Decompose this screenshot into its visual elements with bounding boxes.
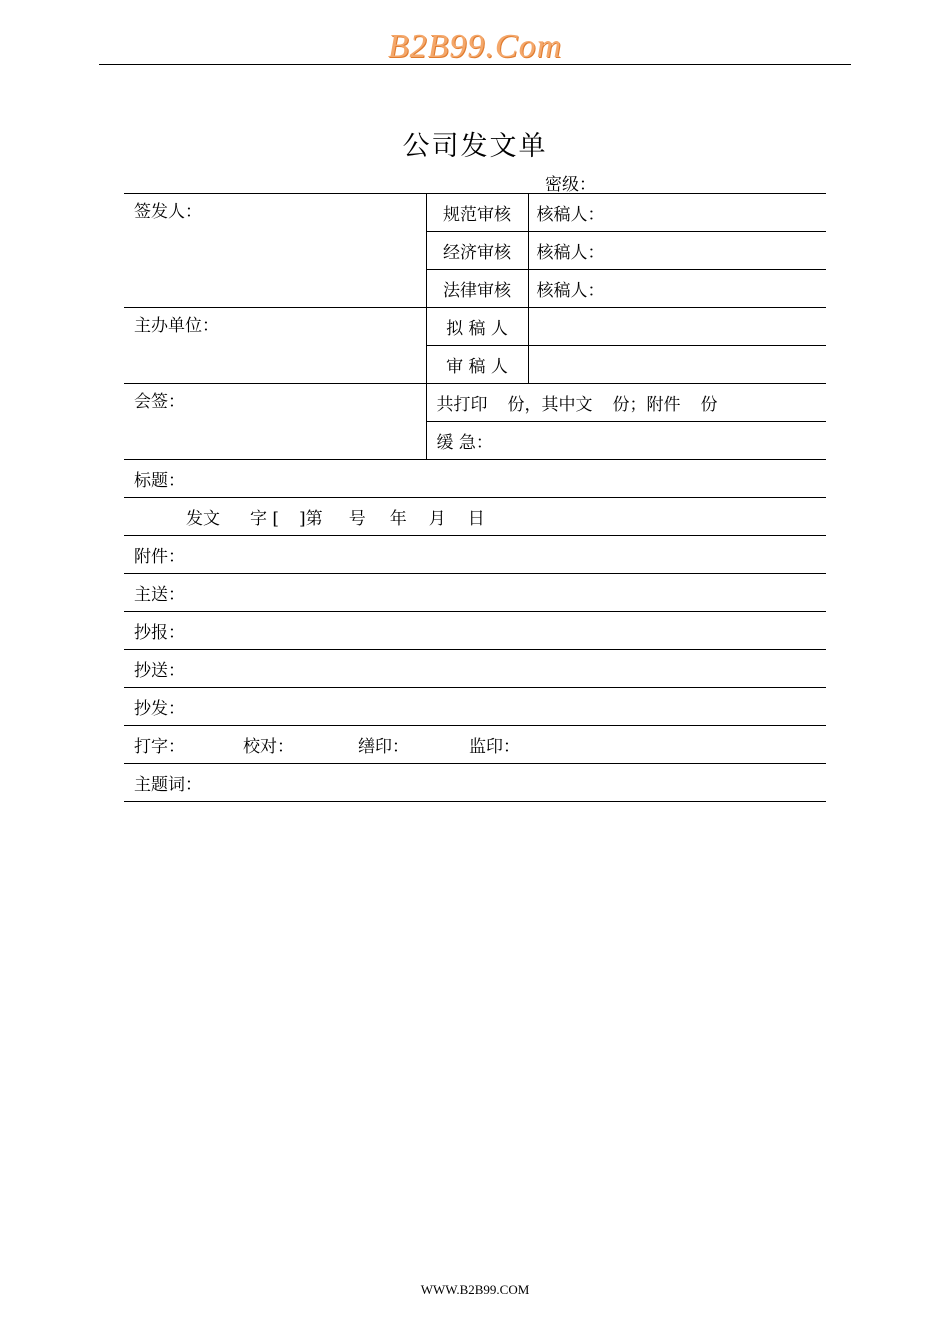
signer-cell[interactable] bbox=[124, 194, 426, 308]
reviewer-field-legal[interactable] bbox=[528, 270, 826, 308]
doc-number-fawen: 发文 bbox=[186, 509, 220, 529]
reviewer-label: 核稿人： bbox=[536, 281, 605, 301]
signer-label: 签发人： bbox=[134, 202, 202, 222]
reviewer-label: 核稿人： bbox=[536, 243, 605, 263]
print-copies-label: 份，其中文 bbox=[507, 395, 593, 415]
reviewer-field-economic[interactable] bbox=[528, 232, 826, 270]
table-row bbox=[124, 308, 826, 346]
subject-label: 标题： bbox=[134, 471, 185, 491]
checker-label: 审 稿 人 bbox=[426, 346, 528, 384]
host-unit-label: 主办单位： bbox=[134, 316, 219, 336]
print-label: 缮印： bbox=[358, 737, 409, 757]
copy-to-label: 抄送： bbox=[134, 661, 185, 681]
countersign-label: 会签： bbox=[134, 392, 185, 412]
reviewer-field-standard[interactable] bbox=[528, 194, 826, 232]
review-label-legal: 法律审核 bbox=[426, 270, 528, 308]
table-row bbox=[124, 764, 826, 802]
checker-field[interactable] bbox=[528, 346, 826, 384]
supervise-label: 监印： bbox=[469, 737, 520, 757]
reviewer-label: 核稿人： bbox=[536, 205, 605, 225]
table-row bbox=[124, 384, 826, 422]
review-label-economic: 经济审核 bbox=[426, 232, 528, 270]
keywords-label: 主题词： bbox=[134, 775, 202, 795]
print-total-label: 共打印 bbox=[436, 395, 488, 415]
table-row bbox=[124, 612, 826, 650]
doc-date-year: 年 bbox=[389, 509, 407, 529]
distribute-label: 抄发： bbox=[134, 699, 185, 719]
site-logo: B2B99.Com bbox=[387, 28, 563, 65]
proofread-label: 校对： bbox=[243, 737, 294, 757]
keywords-field[interactable] bbox=[124, 764, 826, 802]
main-to-field[interactable] bbox=[124, 574, 826, 612]
table-row bbox=[124, 574, 826, 612]
print-attachment-label: 份；附件 bbox=[612, 395, 681, 415]
main-to-label: 主送： bbox=[134, 585, 185, 605]
countersign-cell[interactable] bbox=[124, 384, 426, 460]
table-row bbox=[124, 688, 826, 726]
doc-number-zi: 字 [ bbox=[250, 509, 280, 529]
table-row bbox=[124, 498, 826, 536]
attachment-label: 附件： bbox=[134, 547, 185, 567]
doc-date-month: 月 bbox=[428, 509, 446, 529]
secret-level-label: 密级： bbox=[545, 175, 596, 195]
print-count-field[interactable] bbox=[426, 384, 826, 422]
report-copy-label: 抄报： bbox=[134, 623, 185, 643]
urgency-field[interactable] bbox=[426, 422, 826, 460]
doc-number-di: ]第 bbox=[299, 509, 323, 529]
table-row bbox=[124, 536, 826, 574]
typing-label: 打字： bbox=[134, 737, 185, 757]
distribute-field[interactable] bbox=[124, 688, 826, 726]
report-copy-field[interactable] bbox=[124, 612, 826, 650]
header-divider bbox=[99, 64, 851, 65]
copy-to-field[interactable] bbox=[124, 650, 826, 688]
table-row bbox=[124, 726, 826, 764]
production-field[interactable] bbox=[124, 726, 826, 764]
doc-date-day: 日 bbox=[467, 509, 485, 529]
footer-url: WWW.B2B99.COM bbox=[420, 1282, 530, 1297]
dispatch-form-table bbox=[124, 193, 826, 802]
doc-number-field[interactable] bbox=[124, 498, 826, 536]
print-copies-unit: 份 bbox=[700, 395, 718, 415]
doc-number-hao: 号 bbox=[348, 509, 366, 529]
drafter-field[interactable] bbox=[528, 308, 826, 346]
drafter-label: 拟 稿 人 bbox=[426, 308, 528, 346]
urgency-label: 缓 急： bbox=[436, 433, 493, 453]
page-title: 公司发文单 bbox=[402, 131, 548, 162]
table-row bbox=[124, 650, 826, 688]
attachment-field[interactable] bbox=[124, 536, 826, 574]
table-row bbox=[124, 194, 826, 232]
subject-field[interactable] bbox=[124, 460, 826, 498]
table-row bbox=[124, 460, 826, 498]
host-unit-cell[interactable] bbox=[124, 308, 426, 384]
review-label-standard: 规范审核 bbox=[426, 194, 528, 232]
